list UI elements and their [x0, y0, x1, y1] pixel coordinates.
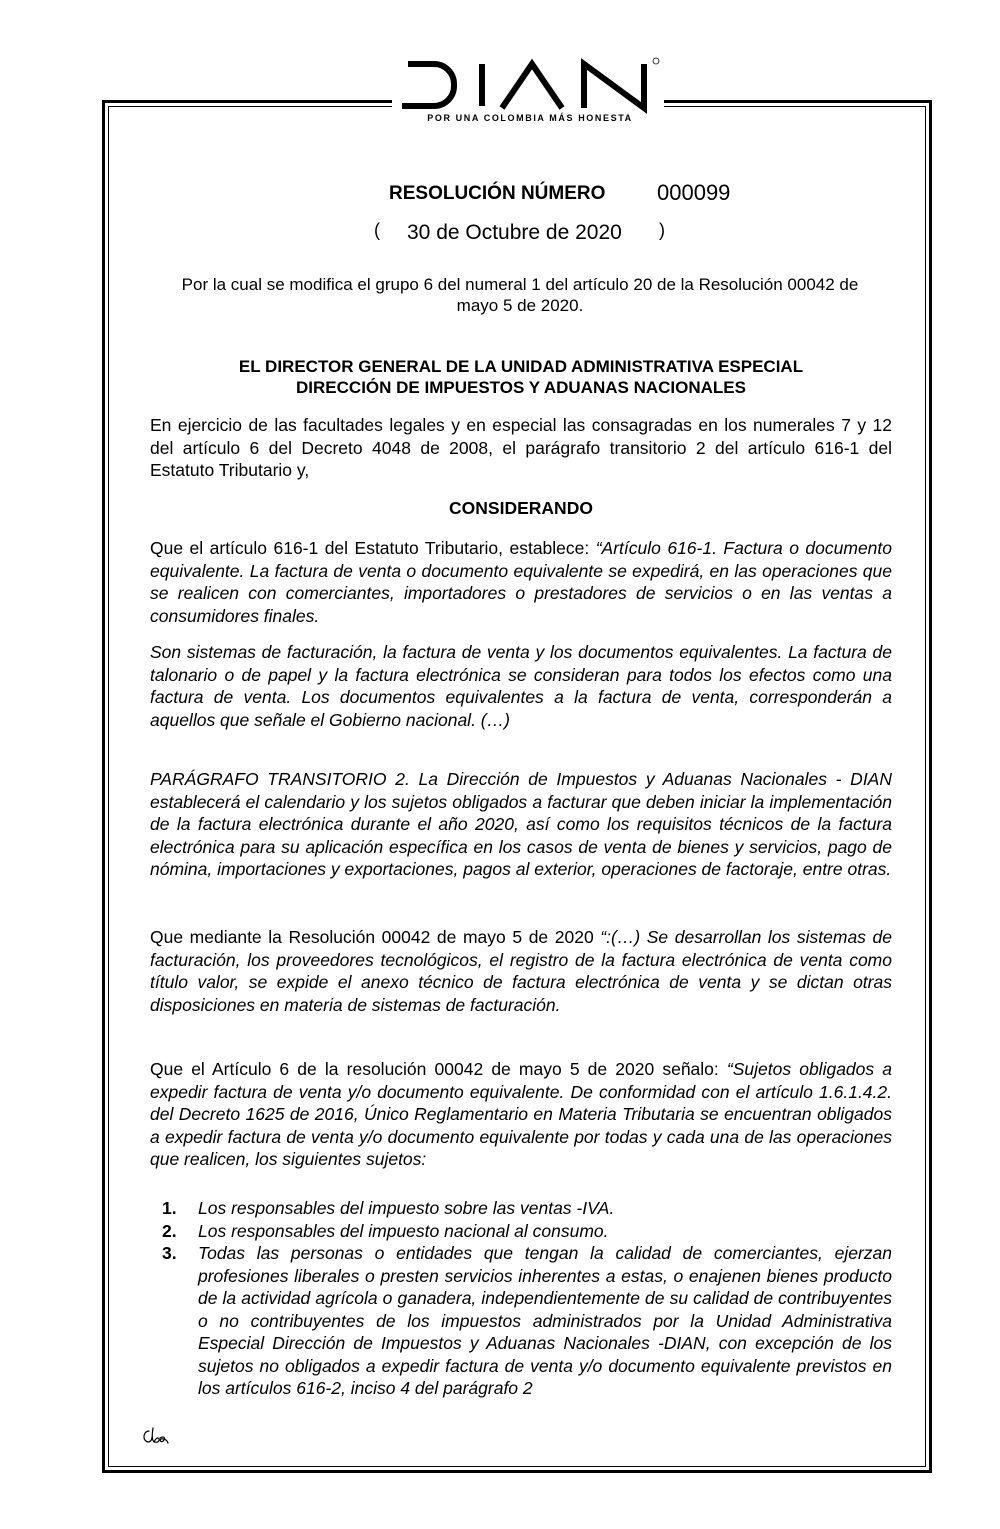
paragraph-5-plain: Que el Artículo 6 de la resolución 00042 de mayo 5 de 2020 señalo: — [150, 1059, 727, 1079]
issuer-heading — [150, 356, 892, 398]
paragraph-4-quote: “:(…) Se desarrollan los sistemas de facturación, los proveedores tecnológicos, el registro de la factura electrónica de venta como título valor, se expide el anexo técnico de factura electrónica de venta y se dictan otras disposiciones en materia de sistemas de facturación. — [150, 927, 892, 1015]
list-item-number: 2. — [162, 1220, 177, 1241]
resolution-subject: Por la cual se modifica el grupo 6 del numeral 1 del artículo 20 de la Resolución 00042 de mayo 5 de 2020. — [181, 275, 859, 315]
date-paren-close: ) — [659, 220, 665, 240]
dian-logo-mark — [394, 56, 662, 116]
paragraph-5-quote: “Sujetos obligados a expedir factura de venta y/o documento equivalente. De conformidad con el artículo 1.6.1.4.2. del Decreto 1625 de 2016, Único Reglamentario en Materia Tributaria se encuentran obligados a expedir factura de venta y/o documento equivalente por todas y cada una de las operaciones que realicen, los siguientes sujetos: — [150, 1059, 892, 1169]
resolution-date: 30 de Octubre de 2020 — [407, 221, 622, 244]
issuer-line-2: DIRECCIÓN DE IMPUESTOS Y ADUANAS NACIONALES — [296, 378, 746, 397]
paragraph-4 — [150, 926, 892, 1016]
paragraph-1-quote: “Artículo 616-1. Factura o documento equivalente. La factura de venta o documento equivalente se expedirá, en las operaciones que se realicen con comerciantes, importadores o prestadores de servicios o en las ventas a consumidores finales. — [150, 538, 892, 626]
list-item — [150, 1197, 892, 1220]
initials-mark — [140, 1425, 170, 1449]
obligated-subjects-list — [150, 1197, 892, 1400]
paragraph-2: Son sistemas de facturación, la factura de venta y los documentos equivalentes. La factura de talonario o de papel y la factura electrónica se consideran para todos los efectos como una factura de venta. Los documentos equivalentes a la factura de venta, corresponderán a aquellos que señale el Gobierno nacional. (…) — [150, 642, 892, 730]
list-item-text: Todas las personas o entidades que tengan la calidad de comerciantes, ejerzan profesiones liberales o presten servicios inherentes a estas, o enajenen bienes producto de la actividad agrícola o ganadera, independientemente de su calidad de contribuyentes o no contribuyentes de los impuestos administrados por la Unidad Administrativa Especial Dirección de Impuestos y Aduanas Nacionales -DIAN, con excepción de los sujetos no obligados a expedir factura de venta y/o documento equivalente previstos en los artículos 616-2, inciso 4 del parágrafo 2 — [198, 1243, 892, 1398]
paragraph-1 — [150, 537, 892, 627]
list-item — [150, 1242, 892, 1400]
list-item-number: 3. — [162, 1243, 177, 1263]
paragraph-1-plain: Que el artículo 616-1 del Estatuto Tributario, establece: — [150, 538, 596, 558]
issuer-line-1: EL DIRECTOR GENERAL DE LA UNIDAD ADMINISTRATIVA ESPECIAL — [238, 357, 804, 376]
resolution-title: RESOLUCIÓN NÚMERO — [389, 183, 606, 204]
considerando-heading: CONSIDERANDO — [449, 498, 593, 518]
list-item-text: Los responsables del impuesto nacional al consumo. — [198, 1220, 609, 1241]
paragraph-transitorio: PARÁGRAFO TRANSITORIO 2. La Dirección de Impuestos y Aduanas Nacionales - DIAN establecerá el calendario y los sujetos obligados a facturar que deben iniciar la implementación de la factura electrónica durante el año 2020, así como los requisitos técnicos de la factura electrónica para su aplicación específica en los casos de venta de bienes y servicios, pago de nómina, importaciones y exportaciones, pagos al exterior, operaciones de factoraje, entre otras. — [150, 769, 892, 879]
resolution-number: 000099 — [657, 180, 731, 205]
list-item — [150, 1220, 892, 1243]
handwritten-initials — [140, 1425, 170, 1454]
list-item-number: 1. — [162, 1198, 177, 1218]
paragraph-4-plain: Que mediante la Resolución 00042 de mayo 5 de 2020 — [150, 927, 601, 947]
paragraph-5 — [150, 1058, 892, 1171]
date-paren-open: ( — [374, 220, 380, 240]
logo-tagline: POR UNA COLOMBIA MÁS HONESTA — [427, 113, 633, 123]
intro-paragraph: En ejercicio de las facultades legales y en especial las consagradas en los numerales 7 y 12 del artículo 6 del Decreto 4048 de 2008, el parágrafo transitorio 2 del artículo 616-1 del Estatuto Tributario y, — [150, 415, 892, 480]
list-item-text: Los responsables del impuesto sobre las ventas -IVA. — [198, 1198, 615, 1218]
